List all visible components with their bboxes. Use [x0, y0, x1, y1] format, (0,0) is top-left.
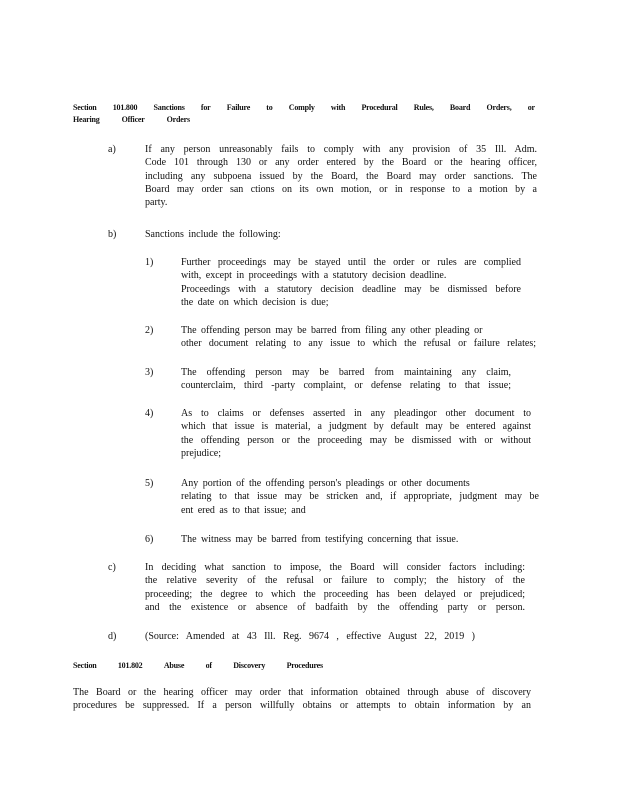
- subitem-6-line: The witness may be barred from testifying concerning that issue.: [181, 534, 459, 545]
- subitem-3-text: [181, 366, 511, 393]
- heading-word: Section: [73, 661, 97, 670]
- item-a-line: party.: [145, 197, 168, 209]
- item-a-marker: a): [108, 144, 116, 155]
- item-b-line: Sanctions include the following:: [145, 229, 281, 240]
- heading-word: Hearing: [73, 115, 100, 124]
- subitem-2-marker: 2): [145, 325, 154, 336]
- item-a-line: Code 101 through 130 or any order entered by the Board or the hearing officer,: [145, 157, 537, 169]
- body-line: The Board or the hearing officer may order that information obtained through abuse of discovery: [73, 687, 531, 698]
- subitem-6-marker: 6): [145, 534, 154, 545]
- heading-word: Orders: [166, 115, 190, 124]
- source-note: (Source: Amended at 43 Ill. Reg. 9674 , effective August 22, 2019 ): [145, 631, 475, 642]
- item-b-text: [145, 228, 537, 241]
- subitem-4-marker: 4): [145, 408, 154, 419]
- subitem-4-line: prejudice;: [181, 447, 221, 459]
- heading-word: 101.802: [117, 661, 143, 670]
- subitem-1-line: the date on which decision is due;: [181, 296, 329, 308]
- heading-word: Sanctions: [153, 103, 185, 112]
- heading-word: Discovery: [233, 661, 266, 670]
- subitem-4-line: As to claims or defenses asserted in any pleadingor other document to: [181, 408, 531, 419]
- item-c-line: and the existence or absence of badfaith by the offending party or person.: [145, 601, 525, 613]
- item-a-line: Board may order san ctions on its own motion, or in response to a motion by a: [145, 183, 537, 195]
- subitem-1-line: Further proceedings may be stayed until the order or rules are complied: [181, 257, 521, 268]
- subitem-2-text: [181, 324, 536, 351]
- heading-word: Rules,: [413, 103, 434, 112]
- heading-word: Officer: [121, 115, 145, 124]
- heading-word: Procedures: [286, 661, 323, 670]
- subitem-4-line: the offending person or the proceeding may be dismissed with or without: [181, 434, 531, 446]
- item-d-marker: d): [108, 631, 117, 642]
- subitem-4-line: which that issue is material, a judgment by default may be entered against: [181, 421, 531, 433]
- subitem-3-marker: 3): [145, 367, 154, 378]
- subitem-5-line: Any portion of the offending person's pleadings or other documents: [181, 478, 470, 489]
- item-a-line: including any subpoena issued by the Board, the Board may order sanctions. The: [145, 170, 537, 182]
- subitem-6-text: [181, 533, 521, 546]
- subitem-1-line: with, except in proceedings with a statutory decision deadline.: [181, 270, 447, 282]
- item-c-line: proceeding; the degree to which the proceeding has been delayed or prejudiced;: [145, 588, 525, 600]
- item-d-text: [145, 630, 475, 643]
- subitem-5-marker: 5): [145, 478, 154, 489]
- heading-word: to: [266, 103, 273, 112]
- subitem-5-text: [181, 477, 539, 517]
- item-a-text: [145, 143, 537, 209]
- section-101-802-text: [73, 686, 531, 713]
- heading-word: Comply: [288, 103, 315, 112]
- heading-word: 101.800: [112, 103, 138, 112]
- heading-word: of: [205, 661, 212, 670]
- heading-line-1: [73, 102, 535, 114]
- item-c-text: [145, 561, 525, 614]
- subitem-5-line: relating to that issue may be stricken and, if appropriate, judgment may be: [181, 491, 539, 503]
- subitem-5-line: ent ered as to that issue; and: [181, 504, 306, 516]
- heading-line: [73, 660, 323, 672]
- heading-word: Orders,: [486, 103, 512, 112]
- subitem-4-text: [181, 407, 531, 460]
- subitem-2-line: other document relating to any issue to which the refusal or failure relates;: [181, 338, 536, 350]
- subitem-2-line: The offending person may be barred from filing any other pleading or: [181, 325, 483, 336]
- subitem-1-text: [181, 256, 521, 309]
- subitem-3-line: The offending person may be barred from maintaining any claim,: [181, 367, 511, 378]
- subitem-3-line: counterclaim, third -party complaint, or defense relating to that issue;: [181, 380, 511, 392]
- heading-word: Section: [73, 103, 97, 112]
- section-101-800-heading: [73, 102, 535, 126]
- section-101-802-heading: [73, 660, 323, 672]
- item-a-line: If any person unreasonably fails to comply with any provision of 35 Ill. Adm.: [145, 144, 537, 155]
- heading-word: Failure: [226, 103, 251, 112]
- subitem-1-line: Proceedings with a statutory decision deadline may be dismissed before: [181, 283, 521, 295]
- heading-word: Abuse: [163, 661, 185, 670]
- body-line: procedures be suppressed. If a person willfully obtains or attempts to obtain information by an: [73, 700, 531, 712]
- heading-line-2: [73, 114, 535, 126]
- item-c-line: In deciding what sanction to impose, the Board will consider factors including:: [145, 562, 525, 573]
- item-b-marker: b): [108, 229, 117, 240]
- item-c-line: the relative severity of the refusal or failure to comply; the history of the: [145, 575, 525, 587]
- heading-word: for: [200, 103, 211, 112]
- heading-word: with: [330, 103, 346, 112]
- subitem-1-marker: 1): [145, 257, 154, 268]
- heading-word: or: [527, 103, 535, 112]
- item-c-marker: c): [108, 562, 116, 573]
- heading-word: Board: [449, 103, 471, 112]
- heading-word: Procedural: [361, 103, 398, 112]
